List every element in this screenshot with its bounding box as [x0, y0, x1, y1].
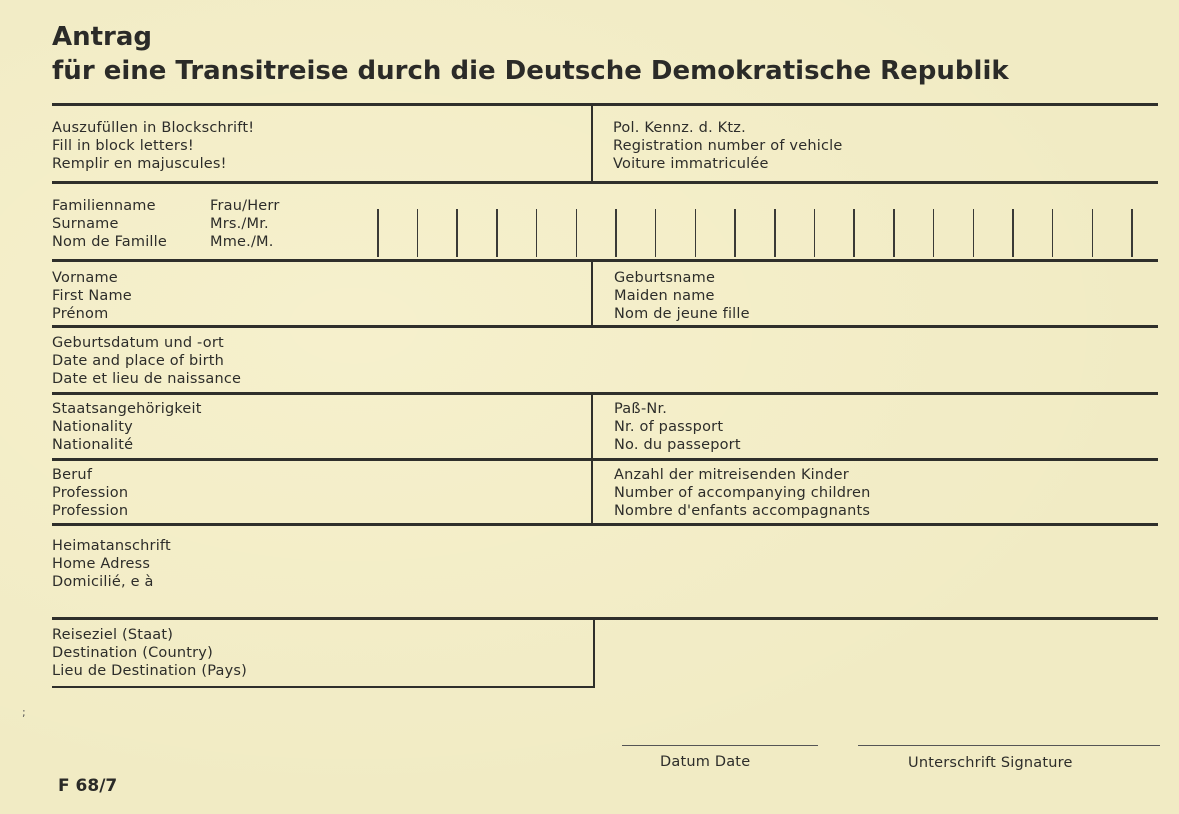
form-subtitle: für eine Transitreise durch die Deutsche Demokratische Republik	[52, 56, 1009, 86]
letter-box-divider	[933, 209, 935, 257]
divider-first-name	[52, 259, 1158, 262]
letter-box-divider	[576, 209, 578, 257]
letter-box-divider	[536, 209, 538, 257]
salutation-label: Frau/Herr Mrs./Mr. Mme./M.	[210, 198, 280, 250]
profession-field[interactable]: Beruf Profession Profession	[52, 467, 129, 519]
birth-name-field[interactable]: Geburtsname Maiden name Nom de jeune fille	[614, 270, 750, 322]
letter-box-divider	[377, 209, 379, 257]
letter-box-divider	[1052, 209, 1054, 257]
nationality-field[interactable]: Staatsangehörigkeit Nationality Nationalité	[52, 401, 202, 453]
letter-box-divider	[655, 209, 657, 257]
column-divider-passport	[591, 395, 593, 458]
form-title: Antrag	[52, 22, 153, 52]
letter-box-divider	[456, 209, 458, 257]
letter-box-divider	[853, 209, 855, 257]
destination-field[interactable]: Reiseziel (Staat) Destination (Country) Lieu de Destination (Pays)	[52, 627, 248, 679]
divider-profession	[52, 458, 1158, 461]
letter-box-divider	[496, 209, 498, 257]
date-line[interactable]	[622, 745, 818, 746]
divider-destination	[52, 617, 1158, 620]
column-divider-vehicle	[591, 106, 593, 181]
signature-label: Unterschrift Signature	[908, 755, 1073, 771]
letter-box-divider	[695, 209, 697, 257]
divider-address	[52, 523, 1158, 526]
paper-speck: ;	[22, 706, 26, 719]
accompanying-children-field[interactable]: Anzahl der mitreisenden Kinder Number of accompanying children Nombre d'enfants accompagnants	[614, 467, 871, 519]
column-divider-birth-name	[591, 262, 593, 325]
column-divider-destination	[593, 620, 595, 688]
date-label: Datum Date	[660, 754, 751, 770]
birth-date-place-field[interactable]: Geburtsdatum und -ort Date and place of birth Date et lieu de naissance	[52, 335, 242, 387]
letter-box-divider	[734, 209, 736, 257]
divider-nationality	[52, 392, 1158, 395]
first-name-field[interactable]: Vorname First Name Prénom	[52, 270, 132, 322]
letter-box-divider	[417, 209, 419, 257]
divider-top	[52, 103, 1158, 106]
passport-number-field[interactable]: Paß-Nr. Nr. of passport No. du passeport	[614, 401, 741, 453]
divider-birth	[52, 325, 1158, 328]
signature-line[interactable]	[858, 745, 1160, 746]
destination-box-bottom	[52, 686, 595, 688]
vehicle-registration-field[interactable]: Pol. Kennz. d. Ktz. Registration number of vehicle Voiture immatriculée	[613, 120, 843, 172]
column-divider-children	[591, 461, 593, 523]
letter-box-divider	[973, 209, 975, 257]
form-code: F 68/7	[58, 776, 118, 796]
home-address-field[interactable]: Heimatanschrift Home Adress Domicilié, e à	[52, 538, 171, 590]
surname-label: Familienname Surname Nom de Famille	[52, 198, 168, 250]
divider-surname	[52, 181, 1158, 184]
letter-box-divider	[814, 209, 816, 257]
letter-box-divider	[1131, 209, 1133, 257]
instructions-label: Auszufüllen in Blockschrift! Fill in block letters! Remplir en majuscules!	[52, 120, 255, 172]
letter-box-divider	[774, 209, 776, 257]
letter-box-divider	[615, 209, 617, 257]
letter-box-divider	[1092, 209, 1094, 257]
letter-box-divider	[893, 209, 895, 257]
letter-box-divider	[1012, 209, 1014, 257]
